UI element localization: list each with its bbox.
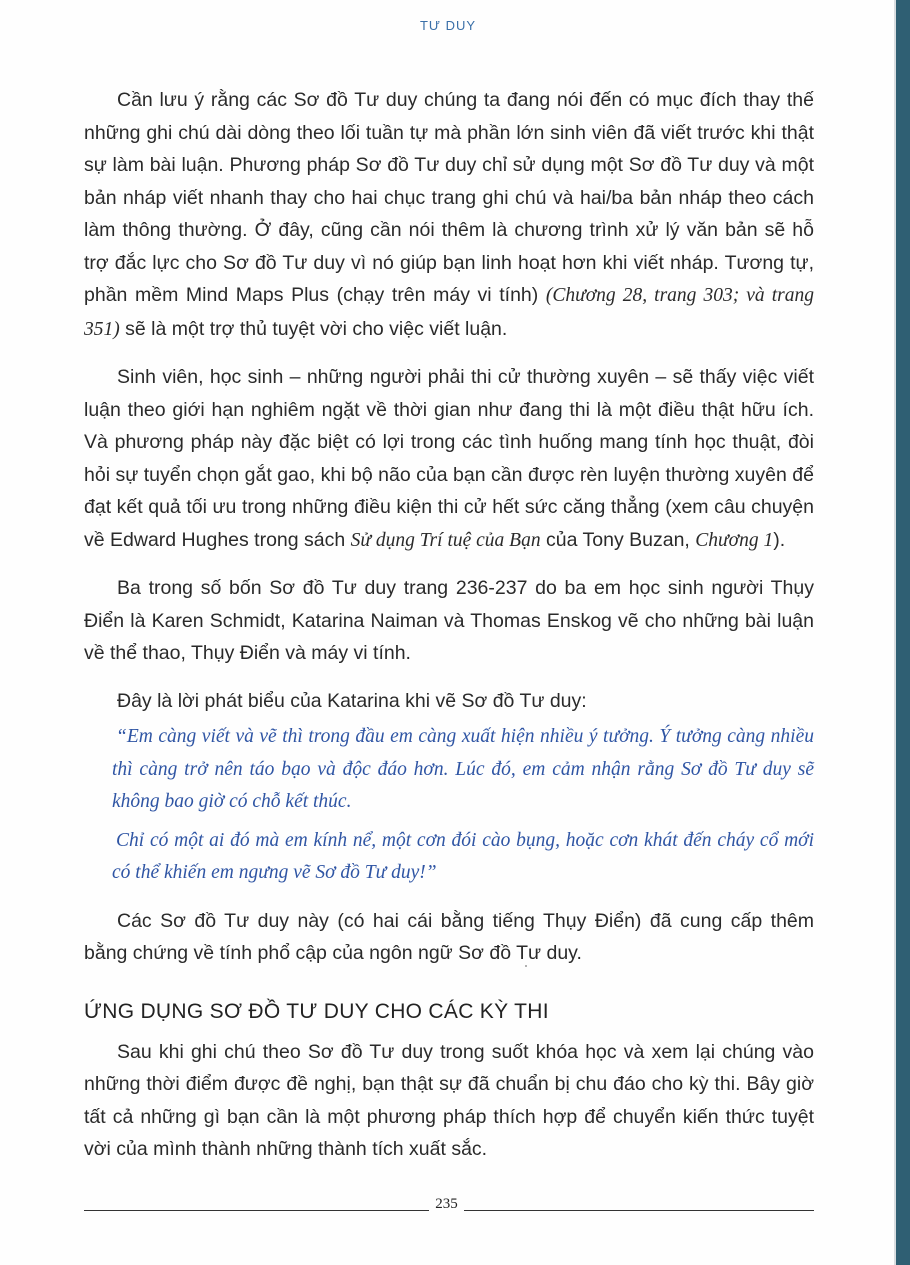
paragraph-1-text-a: Cần lưu ý rằng các Sơ đồ Tư duy chúng ta đang nói đến có mục đích thay thế những ghi chú dài dòng theo lối tuần tự mà phần lớn sinh viên đã viết trước khi thật sự làm bài luận. Phương pháp Sơ đồ Tư duy chỉ sử dụng một Sơ đồ Tư duy và một bản nháp viết nhanh thay cho hai chục trang ghi chú và hai/ba bản nháp theo cách làm thông thường. Ở đây, cũng cần nói thêm là chương trình xử lý văn bản sẽ hỗ trợ đắc lực cho Sơ đồ Tư duy vì nó giúp bạn linh hoạt hơn khi viết nháp. Tương tự, phần mềm Mind Maps Plus (chạy trên máy vi tính) <box>84 89 814 306</box>
paragraph-1-reference: (Chương 28, trang 303; và trang 351) <box>84 285 814 340</box>
page-edge-bar <box>896 0 910 1265</box>
quote-paragraph-2: Chỉ có một ai đó mà em kính nể, một cơn đói cào bụng, hoặc cơn khát đến cháy cổ mới có thể khiến em ngưng vẽ Sơ đồ Tư duy!” <box>112 829 814 883</box>
paragraph-2-text-a: Sinh viên, học sinh – những người phải thi cử thường xuyên – sẽ thấy việc viết luận theo giới hạn nghiêm ngặt về thời gian như đang thi là một điều thật hữu ích. Và phương pháp này đặc biệt có lợi trong các tình huống mang tính học thuật, đòi hỏi sự tuyển chọn gắt gao, khi bộ não của bạn cần được rèn luyện thường xuyên để đạt kết quả tối ưu trong những điều kiện thi cử hết sức căng thẳng (xem câu chuyện về Edward Hughes trong sách <box>84 366 814 551</box>
paragraph-6: Sau khi ghi chú theo Sơ đồ Tư duy trong suốt khóa học và xem lại chúng vào những thời điểm được đề nghị, bạn thật sự đã chuẩn bị chu đáo cho kỳ thi. Bây giờ tất cả những gì bạn cần là một phương pháp thích hợp để chuyển kiến thức tuyệt vời của mình thành những thành tích xuất sắc. <box>84 1040 814 1160</box>
print-speck <box>525 965 527 967</box>
paragraph-5: Các Sơ đồ Tư duy này (có hai cái bằng tiếng Thụy Điển) đã cung cấp thêm bằng chứng về tính phổ cập của ngôn ngữ Sơ đồ Tư duy. <box>84 909 814 964</box>
paragraph-2-chapter: Chương 1 <box>695 529 774 551</box>
quote-paragraph-1: “Em càng viết và vẽ thì trong đầu em càng xuất hiện nhiều ý tưởng. Ý tưởng càng nhiều thì càng trở nên táo bạo và độc đáo hơn. Lúc đó, em cảm nhận rằng Sơ đồ Tư duy sẽ không bao giờ có chỗ kết thúc. <box>112 726 814 812</box>
running-head: TƯ DUY <box>419 18 477 33</box>
paragraph-2-text-c: ). <box>773 528 786 551</box>
paragraph-1-text-b: sẽ là một trợ thủ tuyệt vời cho việc viết luận. <box>119 317 508 340</box>
page-number: 235 <box>435 1196 458 1212</box>
page-footer <box>84 1196 814 1216</box>
paragraph-3: Ba trong số bốn Sơ đồ Tư duy trang 236-237 do ba em học sinh người Thụy Điển là Karen Schmidt, Katarina Naiman và Thomas Enskog vẽ cho những bài luận về thể thao, Thụy Điển và máy vi tính. <box>84 577 814 664</box>
paragraph-2 <box>84 361 814 557</box>
footer-rule-left <box>84 1210 429 1211</box>
page-content <box>84 84 814 1166</box>
paragraph-4: Đây là lời phát biểu của Katarina khi vẽ Sơ đồ Tư duy: <box>117 689 587 712</box>
paragraph-2-book-title: Sử dụng Trí tuệ của Bạn <box>350 529 541 551</box>
paragraph-2-text-b: của Tony Buzan, <box>540 528 696 551</box>
footer-rule-right <box>464 1210 814 1211</box>
paragraph-1 <box>84 84 814 346</box>
section-heading: ỨNG DỤNG SƠ ĐỒ TƯ DUY CHO CÁC KỲ THI <box>84 999 549 1023</box>
